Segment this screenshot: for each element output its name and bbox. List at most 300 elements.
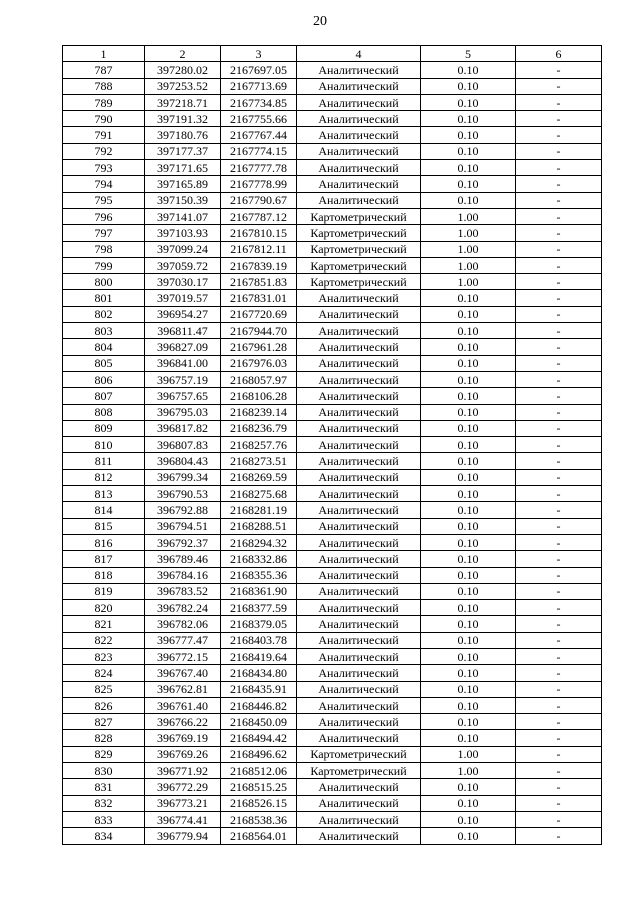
note-cell: -	[516, 274, 602, 290]
point-number-cell: 828	[63, 730, 145, 746]
header-row	[63, 46, 602, 62]
method-cell: Аналитический	[297, 665, 421, 681]
point-number-cell: 830	[63, 763, 145, 779]
coordinate-y-cell: 2167767.44	[221, 127, 297, 143]
coordinate-x-cell: 396841.00	[145, 355, 221, 371]
note-cell: -	[516, 257, 602, 273]
point-number-cell: 798	[63, 241, 145, 257]
coordinate-x-cell: 396766.22	[145, 714, 221, 730]
note-cell: -	[516, 241, 602, 257]
note-cell: -	[516, 811, 602, 827]
accuracy-cell: 0.10	[421, 648, 516, 664]
note-cell: -	[516, 160, 602, 176]
coordinate-y-cell: 2168288.51	[221, 518, 297, 534]
note-cell: -	[516, 648, 602, 664]
note-cell: -	[516, 551, 602, 567]
table-row	[63, 160, 602, 176]
point-number-cell: 791	[63, 127, 145, 143]
table-row	[63, 828, 602, 844]
coordinate-x-cell: 396807.83	[145, 437, 221, 453]
method-cell: Аналитический	[297, 502, 421, 518]
method-cell: Картометрический	[297, 257, 421, 273]
note-cell: -	[516, 143, 602, 159]
table-row	[63, 371, 602, 387]
coordinate-x-cell: 396794.51	[145, 518, 221, 534]
method-cell: Аналитический	[297, 111, 421, 127]
point-number-cell: 803	[63, 323, 145, 339]
point-number-cell: 818	[63, 567, 145, 583]
accuracy-cell: 1.00	[421, 241, 516, 257]
note-cell: -	[516, 567, 602, 583]
column-header: 2	[145, 46, 221, 62]
table-row	[63, 714, 602, 730]
coordinate-x-cell: 396777.47	[145, 632, 221, 648]
note-cell: -	[516, 486, 602, 502]
coordinate-x-cell: 396792.37	[145, 534, 221, 550]
table-row	[63, 779, 602, 795]
accuracy-cell: 0.10	[421, 600, 516, 616]
point-number-cell: 800	[63, 274, 145, 290]
coordinate-y-cell: 2168275.68	[221, 486, 297, 502]
point-number-cell: 792	[63, 143, 145, 159]
table-row	[63, 143, 602, 159]
table-row	[63, 681, 602, 697]
note-cell: -	[516, 404, 602, 420]
point-number-cell: 829	[63, 746, 145, 762]
table-row	[63, 795, 602, 811]
method-cell: Аналитический	[297, 811, 421, 827]
method-cell: Аналитический	[297, 681, 421, 697]
accuracy-cell: 0.10	[421, 323, 516, 339]
note-cell: -	[516, 518, 602, 534]
coordinate-x-cell: 396790.53	[145, 486, 221, 502]
table-row	[63, 274, 602, 290]
coordinate-y-cell: 2167976.03	[221, 355, 297, 371]
point-number-cell: 807	[63, 388, 145, 404]
point-number-cell: 802	[63, 306, 145, 322]
coordinate-y-cell: 2167734.85	[221, 94, 297, 110]
coordinates-table	[62, 45, 602, 845]
accuracy-cell: 0.10	[421, 160, 516, 176]
table-row	[63, 811, 602, 827]
accuracy-cell: 0.10	[421, 62, 516, 78]
coordinate-x-cell: 396772.29	[145, 779, 221, 795]
coordinate-y-cell: 2167944.70	[221, 323, 297, 339]
method-cell: Аналитический	[297, 78, 421, 94]
note-cell: -	[516, 371, 602, 387]
method-cell: Аналитический	[297, 453, 421, 469]
accuracy-cell: 1.00	[421, 225, 516, 241]
table-row	[63, 306, 602, 322]
note-cell: -	[516, 355, 602, 371]
note-cell: -	[516, 828, 602, 844]
note-cell: -	[516, 730, 602, 746]
method-cell: Аналитический	[297, 469, 421, 485]
table-row	[63, 583, 602, 599]
method-cell: Картометрический	[297, 225, 421, 241]
method-cell: Аналитический	[297, 127, 421, 143]
accuracy-cell: 0.10	[421, 339, 516, 355]
coordinate-x-cell: 396827.09	[145, 339, 221, 355]
table-row	[63, 420, 602, 436]
coordinate-y-cell: 2167720.69	[221, 306, 297, 322]
accuracy-cell: 0.10	[421, 420, 516, 436]
point-number-cell: 810	[63, 437, 145, 453]
coordinate-x-cell: 396761.40	[145, 697, 221, 713]
coordinate-x-cell: 396784.16	[145, 567, 221, 583]
table-row	[63, 290, 602, 306]
table-row	[63, 453, 602, 469]
coordinate-x-cell: 396817.82	[145, 420, 221, 436]
note-cell: -	[516, 111, 602, 127]
method-cell: Аналитический	[297, 583, 421, 599]
accuracy-cell: 0.10	[421, 143, 516, 159]
coordinate-x-cell: 396774.41	[145, 811, 221, 827]
method-cell: Аналитический	[297, 730, 421, 746]
note-cell: -	[516, 94, 602, 110]
note-cell: -	[516, 176, 602, 192]
table-row	[63, 551, 602, 567]
coordinate-x-cell: 397059.72	[145, 257, 221, 273]
coordinate-x-cell: 397150.39	[145, 192, 221, 208]
point-number-cell: 817	[63, 551, 145, 567]
coordinate-x-cell: 397030.17	[145, 274, 221, 290]
table-row	[63, 632, 602, 648]
note-cell: -	[516, 632, 602, 648]
coordinate-x-cell: 396799.34	[145, 469, 221, 485]
note-cell: -	[516, 208, 602, 224]
table-row	[63, 437, 602, 453]
coordinate-y-cell: 2167831.01	[221, 290, 297, 306]
point-number-cell: 825	[63, 681, 145, 697]
method-cell: Аналитический	[297, 339, 421, 355]
method-cell: Картометрический	[297, 763, 421, 779]
note-cell: -	[516, 388, 602, 404]
note-cell: -	[516, 323, 602, 339]
column-header: 4	[297, 46, 421, 62]
column-header: 1	[63, 46, 145, 62]
note-cell: -	[516, 225, 602, 241]
coordinate-y-cell: 2168403.78	[221, 632, 297, 648]
note-cell: -	[516, 290, 602, 306]
coordinate-x-cell: 397177.37	[145, 143, 221, 159]
coordinate-y-cell: 2168515.25	[221, 779, 297, 795]
coordinate-y-cell: 2167851.83	[221, 274, 297, 290]
table-row	[63, 616, 602, 632]
method-cell: Аналитический	[297, 567, 421, 583]
accuracy-cell: 0.10	[421, 632, 516, 648]
note-cell: -	[516, 616, 602, 632]
coordinate-y-cell: 2168269.59	[221, 469, 297, 485]
point-number-cell: 813	[63, 486, 145, 502]
coordinate-x-cell: 397165.89	[145, 176, 221, 192]
note-cell: -	[516, 437, 602, 453]
method-cell: Аналитический	[297, 404, 421, 420]
method-cell: Картометрический	[297, 241, 421, 257]
column-header: 5	[421, 46, 516, 62]
table-row	[63, 257, 602, 273]
method-cell: Аналитический	[297, 420, 421, 436]
table-row	[63, 730, 602, 746]
point-number-cell: 814	[63, 502, 145, 518]
accuracy-cell: 0.10	[421, 437, 516, 453]
table-row	[63, 534, 602, 550]
point-number-cell: 815	[63, 518, 145, 534]
method-cell: Аналитический	[297, 388, 421, 404]
accuracy-cell: 0.10	[421, 779, 516, 795]
coordinate-y-cell: 2168361.90	[221, 583, 297, 599]
point-number-cell: 793	[63, 160, 145, 176]
note-cell: -	[516, 795, 602, 811]
column-header: 3	[221, 46, 297, 62]
method-cell: Аналитический	[297, 534, 421, 550]
coordinate-y-cell: 2168257.76	[221, 437, 297, 453]
accuracy-cell: 1.00	[421, 763, 516, 779]
coordinate-y-cell: 2168435.91	[221, 681, 297, 697]
coordinate-y-cell: 2168496.62	[221, 746, 297, 762]
coordinate-y-cell: 2168434.80	[221, 665, 297, 681]
coordinate-y-cell: 2168355.36	[221, 567, 297, 583]
point-number-cell: 821	[63, 616, 145, 632]
method-cell: Аналитический	[297, 795, 421, 811]
coordinate-y-cell: 2167787.12	[221, 208, 297, 224]
point-number-cell: 819	[63, 583, 145, 599]
accuracy-cell: 1.00	[421, 208, 516, 224]
point-number-cell: 787	[63, 62, 145, 78]
column-header: 6	[516, 46, 602, 62]
table-row	[63, 62, 602, 78]
accuracy-cell: 0.10	[421, 306, 516, 322]
table-row	[63, 208, 602, 224]
method-cell: Аналитический	[297, 290, 421, 306]
coordinate-x-cell: 396795.03	[145, 404, 221, 420]
table-row	[63, 388, 602, 404]
coordinate-x-cell: 397099.24	[145, 241, 221, 257]
note-cell: -	[516, 583, 602, 599]
accuracy-cell: 0.10	[421, 127, 516, 143]
method-cell: Аналитический	[297, 486, 421, 502]
accuracy-cell: 0.10	[421, 567, 516, 583]
method-cell: Аналитический	[297, 192, 421, 208]
coordinate-y-cell: 2168538.36	[221, 811, 297, 827]
point-number-cell: 812	[63, 469, 145, 485]
table-row	[63, 469, 602, 485]
method-cell: Аналитический	[297, 779, 421, 795]
accuracy-cell: 1.00	[421, 257, 516, 273]
note-cell: -	[516, 469, 602, 485]
note-cell: -	[516, 192, 602, 208]
coordinate-x-cell: 396782.06	[145, 616, 221, 632]
method-cell: Аналитический	[297, 323, 421, 339]
coordinate-x-cell: 397253.52	[145, 78, 221, 94]
point-number-cell: 832	[63, 795, 145, 811]
accuracy-cell: 0.10	[421, 469, 516, 485]
coordinate-y-cell: 2167778.99	[221, 176, 297, 192]
coordinate-y-cell: 2168377.59	[221, 600, 297, 616]
table-row	[63, 518, 602, 534]
accuracy-cell: 0.10	[421, 111, 516, 127]
method-cell: Аналитический	[297, 143, 421, 159]
point-number-cell: 795	[63, 192, 145, 208]
method-cell: Аналитический	[297, 551, 421, 567]
accuracy-cell: 0.10	[421, 355, 516, 371]
coordinate-x-cell: 397218.71	[145, 94, 221, 110]
accuracy-cell: 0.10	[421, 453, 516, 469]
accuracy-cell: 0.10	[421, 681, 516, 697]
note-cell: -	[516, 714, 602, 730]
coordinate-x-cell: 397171.65	[145, 160, 221, 176]
note-cell: -	[516, 78, 602, 94]
method-cell: Аналитический	[297, 176, 421, 192]
method-cell: Аналитический	[297, 600, 421, 616]
method-cell: Аналитический	[297, 371, 421, 387]
method-cell: Аналитический	[297, 160, 421, 176]
table-row	[63, 502, 602, 518]
coordinate-x-cell: 396757.19	[145, 371, 221, 387]
point-number-cell: 827	[63, 714, 145, 730]
note-cell: -	[516, 534, 602, 550]
coordinate-y-cell: 2167774.15	[221, 143, 297, 159]
coordinate-x-cell: 396789.46	[145, 551, 221, 567]
table-row	[63, 600, 602, 616]
coordinate-x-cell: 396762.81	[145, 681, 221, 697]
accuracy-cell: 0.10	[421, 665, 516, 681]
accuracy-cell: 0.10	[421, 697, 516, 713]
accuracy-cell: 0.10	[421, 371, 516, 387]
method-cell: Аналитический	[297, 616, 421, 632]
note-cell: -	[516, 62, 602, 78]
coordinate-x-cell: 396804.43	[145, 453, 221, 469]
coordinate-y-cell: 2168446.82	[221, 697, 297, 713]
table-row	[63, 192, 602, 208]
accuracy-cell: 0.10	[421, 388, 516, 404]
point-number-cell: 788	[63, 78, 145, 94]
coordinate-y-cell: 2167961.28	[221, 339, 297, 355]
method-cell: Аналитический	[297, 62, 421, 78]
coordinate-y-cell: 2168564.01	[221, 828, 297, 844]
coordinate-y-cell: 2167697.05	[221, 62, 297, 78]
accuracy-cell: 0.10	[421, 534, 516, 550]
note-cell: -	[516, 420, 602, 436]
coordinate-x-cell: 396771.92	[145, 763, 221, 779]
accuracy-cell: 0.10	[421, 404, 516, 420]
table-row	[63, 567, 602, 583]
method-cell: Аналитический	[297, 437, 421, 453]
table-header	[63, 46, 602, 62]
note-cell: -	[516, 763, 602, 779]
note-cell: -	[516, 453, 602, 469]
note-cell: -	[516, 600, 602, 616]
accuracy-cell: 0.10	[421, 714, 516, 730]
note-cell: -	[516, 681, 602, 697]
coordinate-x-cell: 396779.94	[145, 828, 221, 844]
table-row	[63, 323, 602, 339]
method-cell: Аналитический	[297, 94, 421, 110]
point-number-cell: 826	[63, 697, 145, 713]
page-number: 20	[313, 14, 327, 29]
point-number-cell: 820	[63, 600, 145, 616]
point-number-cell: 816	[63, 534, 145, 550]
accuracy-cell: 1.00	[421, 274, 516, 290]
accuracy-cell: 0.10	[421, 616, 516, 632]
coordinate-x-cell: 396811.47	[145, 323, 221, 339]
note-cell: -	[516, 127, 602, 143]
accuracy-cell: 0.10	[421, 518, 516, 534]
coordinate-y-cell: 2167839.19	[221, 257, 297, 273]
method-cell: Аналитический	[297, 632, 421, 648]
coordinate-x-cell: 396773.21	[145, 795, 221, 811]
method-cell: Аналитический	[297, 697, 421, 713]
point-number-cell: 801	[63, 290, 145, 306]
accuracy-cell: 0.10	[421, 502, 516, 518]
point-number-cell: 823	[63, 648, 145, 664]
method-cell: Аналитический	[297, 355, 421, 371]
table-row	[63, 763, 602, 779]
coordinate-x-cell: 396757.65	[145, 388, 221, 404]
point-number-cell: 797	[63, 225, 145, 241]
note-cell: -	[516, 746, 602, 762]
method-cell: Аналитический	[297, 828, 421, 844]
coordinate-x-cell: 396767.40	[145, 665, 221, 681]
note-cell: -	[516, 697, 602, 713]
coordinate-x-cell: 396772.15	[145, 648, 221, 664]
table-row	[63, 486, 602, 502]
coordinate-x-cell: 397141.07	[145, 208, 221, 224]
coordinate-y-cell: 2168512.06	[221, 763, 297, 779]
note-cell: -	[516, 502, 602, 518]
accuracy-cell: 0.10	[421, 78, 516, 94]
coordinate-x-cell: 397103.93	[145, 225, 221, 241]
note-cell: -	[516, 306, 602, 322]
coordinate-y-cell: 2167812.11	[221, 241, 297, 257]
note-cell: -	[516, 665, 602, 681]
method-cell: Картометрический	[297, 746, 421, 762]
coordinate-y-cell: 2168450.09	[221, 714, 297, 730]
method-cell: Аналитический	[297, 306, 421, 322]
accuracy-cell: 0.10	[421, 94, 516, 110]
accuracy-cell: 0.10	[421, 583, 516, 599]
coordinate-x-cell: 396769.19	[145, 730, 221, 746]
accuracy-cell: 0.10	[421, 290, 516, 306]
coordinate-y-cell: 2168494.42	[221, 730, 297, 746]
coordinate-x-cell: 397280.02	[145, 62, 221, 78]
table-row	[63, 127, 602, 143]
method-cell: Аналитический	[297, 714, 421, 730]
point-number-cell: 796	[63, 208, 145, 224]
table-row	[63, 241, 602, 257]
coordinate-y-cell: 2168273.51	[221, 453, 297, 469]
accuracy-cell: 0.10	[421, 551, 516, 567]
coordinate-x-cell: 396792.88	[145, 502, 221, 518]
accuracy-cell: 0.10	[421, 795, 516, 811]
table-row	[63, 339, 602, 355]
coordinate-x-cell: 396783.52	[145, 583, 221, 599]
table-body	[63, 62, 602, 844]
coordinate-y-cell: 2168057.97	[221, 371, 297, 387]
coordinate-y-cell: 2167755.66	[221, 111, 297, 127]
accuracy-cell: 0.10	[421, 811, 516, 827]
table-row	[63, 665, 602, 681]
coordinate-y-cell: 2168419.64	[221, 648, 297, 664]
method-cell: Аналитический	[297, 648, 421, 664]
accuracy-cell: 1.00	[421, 746, 516, 762]
point-number-cell: 799	[63, 257, 145, 273]
coordinate-y-cell: 2167777.78	[221, 160, 297, 176]
table-row	[63, 746, 602, 762]
coordinate-y-cell: 2167790.67	[221, 192, 297, 208]
point-number-cell: 822	[63, 632, 145, 648]
coordinate-x-cell: 397019.57	[145, 290, 221, 306]
